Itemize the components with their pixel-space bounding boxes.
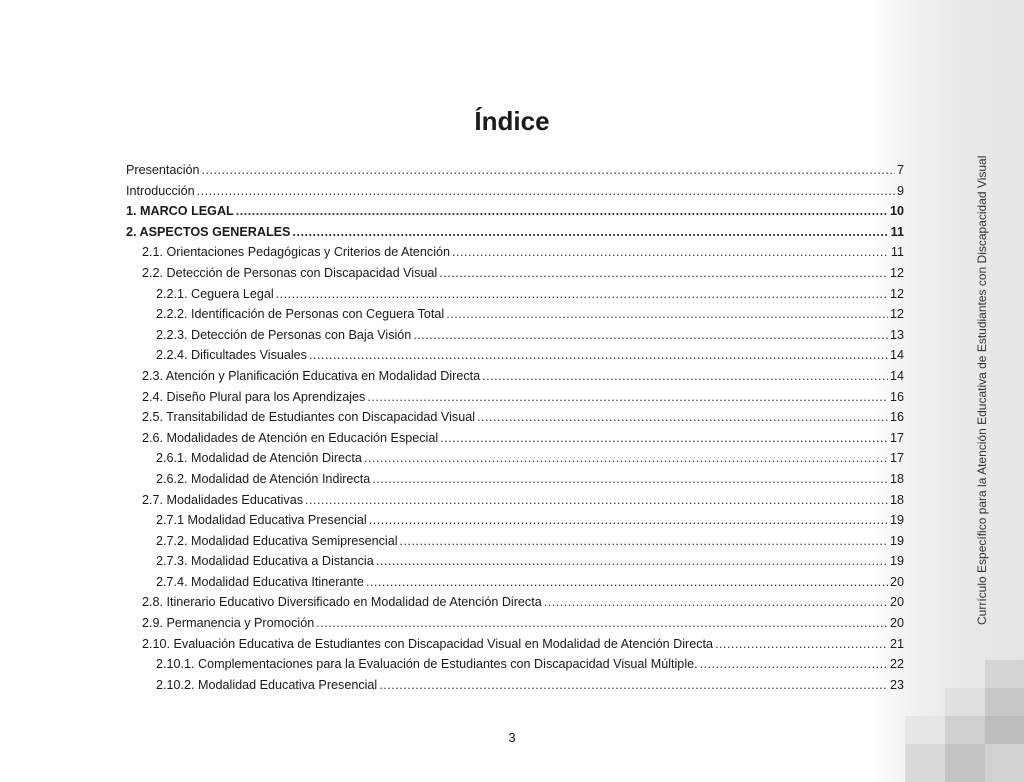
- toc-dot-leader: [440, 428, 888, 449]
- toc-entry-label: Presentación: [126, 163, 200, 177]
- toc-entry-page: 21: [889, 636, 904, 651]
- toc-entry[interactable]: [126, 572, 904, 593]
- toc-dot-leader: [400, 531, 888, 552]
- toc-dot-leader: [482, 366, 888, 387]
- toc-entry-page: 14: [889, 348, 904, 363]
- toc-entry[interactable]: [126, 325, 904, 346]
- toc-dot-leader: [366, 572, 888, 593]
- toc-entry[interactable]: [126, 490, 904, 511]
- toc-entry-label: 2.4. Diseño Plural para los Aprendizajes: [142, 389, 366, 404]
- toc-entry[interactable]: [126, 551, 904, 572]
- toc-entry-label: 2.10. Evaluación Educativa de Estudiantes con Discapacidad Visual en Modalidad de Atención Directa: [142, 636, 714, 651]
- toc-entry-label: 1. MARCO LEGAL: [126, 204, 234, 219]
- toc-entry-page: 17: [889, 430, 904, 445]
- toc-entry[interactable]: [126, 510, 904, 531]
- toc-entry[interactable]: [126, 634, 904, 655]
- toc-entry-page: 7: [896, 163, 904, 177]
- toc-dot-leader: [197, 181, 895, 202]
- toc-entry-label: 2. ASPECTOS GENERALES: [126, 224, 291, 239]
- toc-entry-label: 2.2.1. Ceguera Legal: [156, 286, 274, 301]
- toc-entry-label: 2.5. Transitabilidad de Estudiantes con Discapacidad Visual: [142, 410, 476, 425]
- running-side-title: Currículo Específico para la Atención Educativa de Estudiantes con Discapacidad Visual: [975, 155, 989, 625]
- toc-entry-label: 2.7.4. Modalidad Educativa Itinerante: [156, 574, 364, 589]
- toc-entry-page: 11: [890, 224, 904, 239]
- toc-entry-label: Introducción: [126, 183, 195, 198]
- toc-dot-leader: [439, 263, 888, 284]
- toc-entry[interactable]: [126, 448, 904, 469]
- toc-entry-page: 19: [889, 513, 904, 528]
- toc-entry-label: 2.2.3. Detección de Personas con Baja Visión: [156, 327, 412, 342]
- toc-entry-page: 16: [889, 389, 904, 404]
- toc-entry[interactable]: [126, 428, 904, 449]
- toc-entry-label: 2.7.2. Modalidad Educativa Semipresencial: [156, 533, 398, 548]
- toc-entry-page: 19: [889, 533, 904, 548]
- toc-entry[interactable]: [126, 345, 904, 366]
- toc-entry-page: 9: [896, 183, 904, 198]
- toc-entry-page: 20: [889, 595, 904, 610]
- toc-entry-label: 2.2. Detección de Personas con Discapacidad Visual: [142, 265, 438, 280]
- toc-dot-leader: [446, 304, 888, 325]
- page-title: Índice: [474, 106, 550, 136]
- toc-dot-leader: [376, 551, 888, 572]
- toc-dot-leader: [369, 510, 888, 531]
- toc-entry-page: 17: [889, 451, 904, 466]
- toc-entry[interactable]: [126, 531, 904, 552]
- toc-entry[interactable]: [126, 304, 904, 325]
- toc-dot-leader: [700, 654, 888, 675]
- toc-dot-leader: [477, 407, 888, 428]
- toc-entry-label: 2.1. Orientaciones Pedagógicas y Criterios de Atención: [142, 245, 451, 260]
- toc-dot-leader: [715, 634, 888, 655]
- toc-dot-leader: [202, 160, 895, 181]
- toc-entry-page: 12: [889, 307, 904, 322]
- toc-entry-page: 10: [889, 204, 904, 219]
- toc-dot-leader: [364, 448, 888, 469]
- toc-entry[interactable]: [126, 284, 904, 305]
- toc-dot-leader: [292, 222, 888, 243]
- toc-entry-label: 2.8. Itinerario Educativo Diversificado en Modalidad de Atención Directa: [142, 595, 542, 610]
- toc-entry[interactable]: [126, 222, 904, 243]
- toc-entry-label: 2.6.2. Modalidad de Atención Indirecta: [156, 471, 371, 486]
- toc-entry-label: 2.6.1. Modalidad de Atención Directa: [156, 451, 362, 466]
- toc-entry[interactable]: [126, 469, 904, 490]
- toc-entry[interactable]: [126, 613, 904, 634]
- toc-entry-page: 19: [889, 554, 904, 569]
- toc-entry-page: 20: [889, 574, 904, 589]
- toc-entry-page: 16: [889, 410, 904, 425]
- toc-entry[interactable]: [126, 181, 904, 202]
- toc-dot-leader: [544, 592, 888, 613]
- toc-entry-page: 12: [889, 265, 904, 280]
- toc-dot-leader: [372, 469, 888, 490]
- toc-entry-label: 2.3. Atención y Planificación Educativa en Modalidad Directa: [142, 368, 481, 383]
- toc-entry[interactable]: [126, 387, 904, 408]
- toc-entry[interactable]: [126, 675, 904, 696]
- toc-entry-label: 2.2.2. Identificación de Personas con Ceguera Total: [156, 307, 445, 322]
- table-of-contents: [126, 160, 904, 695]
- toc-entry-page: 18: [889, 471, 904, 486]
- toc-entry-page: 23: [889, 677, 904, 692]
- toc-entry-label: 2.2.4. Dificultades Visuales: [156, 348, 307, 363]
- toc-entry[interactable]: [126, 201, 904, 222]
- toc-dot-leader: [316, 613, 888, 634]
- toc-dot-leader: [309, 345, 888, 366]
- toc-entry[interactable]: [126, 263, 904, 284]
- toc-entry-page: 12: [889, 286, 904, 301]
- toc-entry-label: 2.7.3. Modalidad Educativa a Distancia: [156, 554, 374, 569]
- toc-entry[interactable]: [126, 160, 904, 181]
- toc-entry-page: 22: [889, 657, 904, 672]
- toc-entry[interactable]: [126, 654, 904, 675]
- toc-entry[interactable]: [126, 366, 904, 387]
- page-number: 3: [508, 730, 516, 745]
- toc-entry-label: 2.10.2. Modalidad Educativa Presencial: [156, 677, 378, 692]
- toc-entry-page: 14: [889, 368, 904, 383]
- toc-entry-label: 2.7. Modalidades Educativas: [142, 492, 304, 507]
- toc-dot-leader: [236, 201, 888, 222]
- toc-entry-page: 13: [889, 327, 904, 342]
- toc-entry[interactable]: [126, 407, 904, 428]
- toc-dot-leader: [367, 387, 888, 408]
- toc-entry-page: 18: [889, 492, 904, 507]
- toc-dot-leader: [305, 490, 888, 511]
- toc-dot-leader: [379, 675, 888, 696]
- toc-entry-label: 2.10.1. Complementaciones para la Evaluación de Estudiantes con Discapacidad Visual Múltiple.: [156, 657, 698, 672]
- toc-entry[interactable]: [126, 242, 904, 263]
- toc-dot-leader: [413, 325, 888, 346]
- toc-entry[interactable]: [126, 592, 904, 613]
- toc-entry-label: 2.6. Modalidades de Atención en Educación Especial: [142, 430, 439, 445]
- toc-entry-page: 20: [889, 616, 904, 631]
- toc-entry-label: 2.9. Permanencia y Promoción: [142, 616, 315, 631]
- toc-dot-leader: [452, 242, 889, 263]
- toc-entry-label: 2.7.1 Modalidad Educativa Presencial: [156, 513, 367, 528]
- toc-dot-leader: [276, 284, 888, 305]
- toc-entry-page: 11: [890, 245, 904, 260]
